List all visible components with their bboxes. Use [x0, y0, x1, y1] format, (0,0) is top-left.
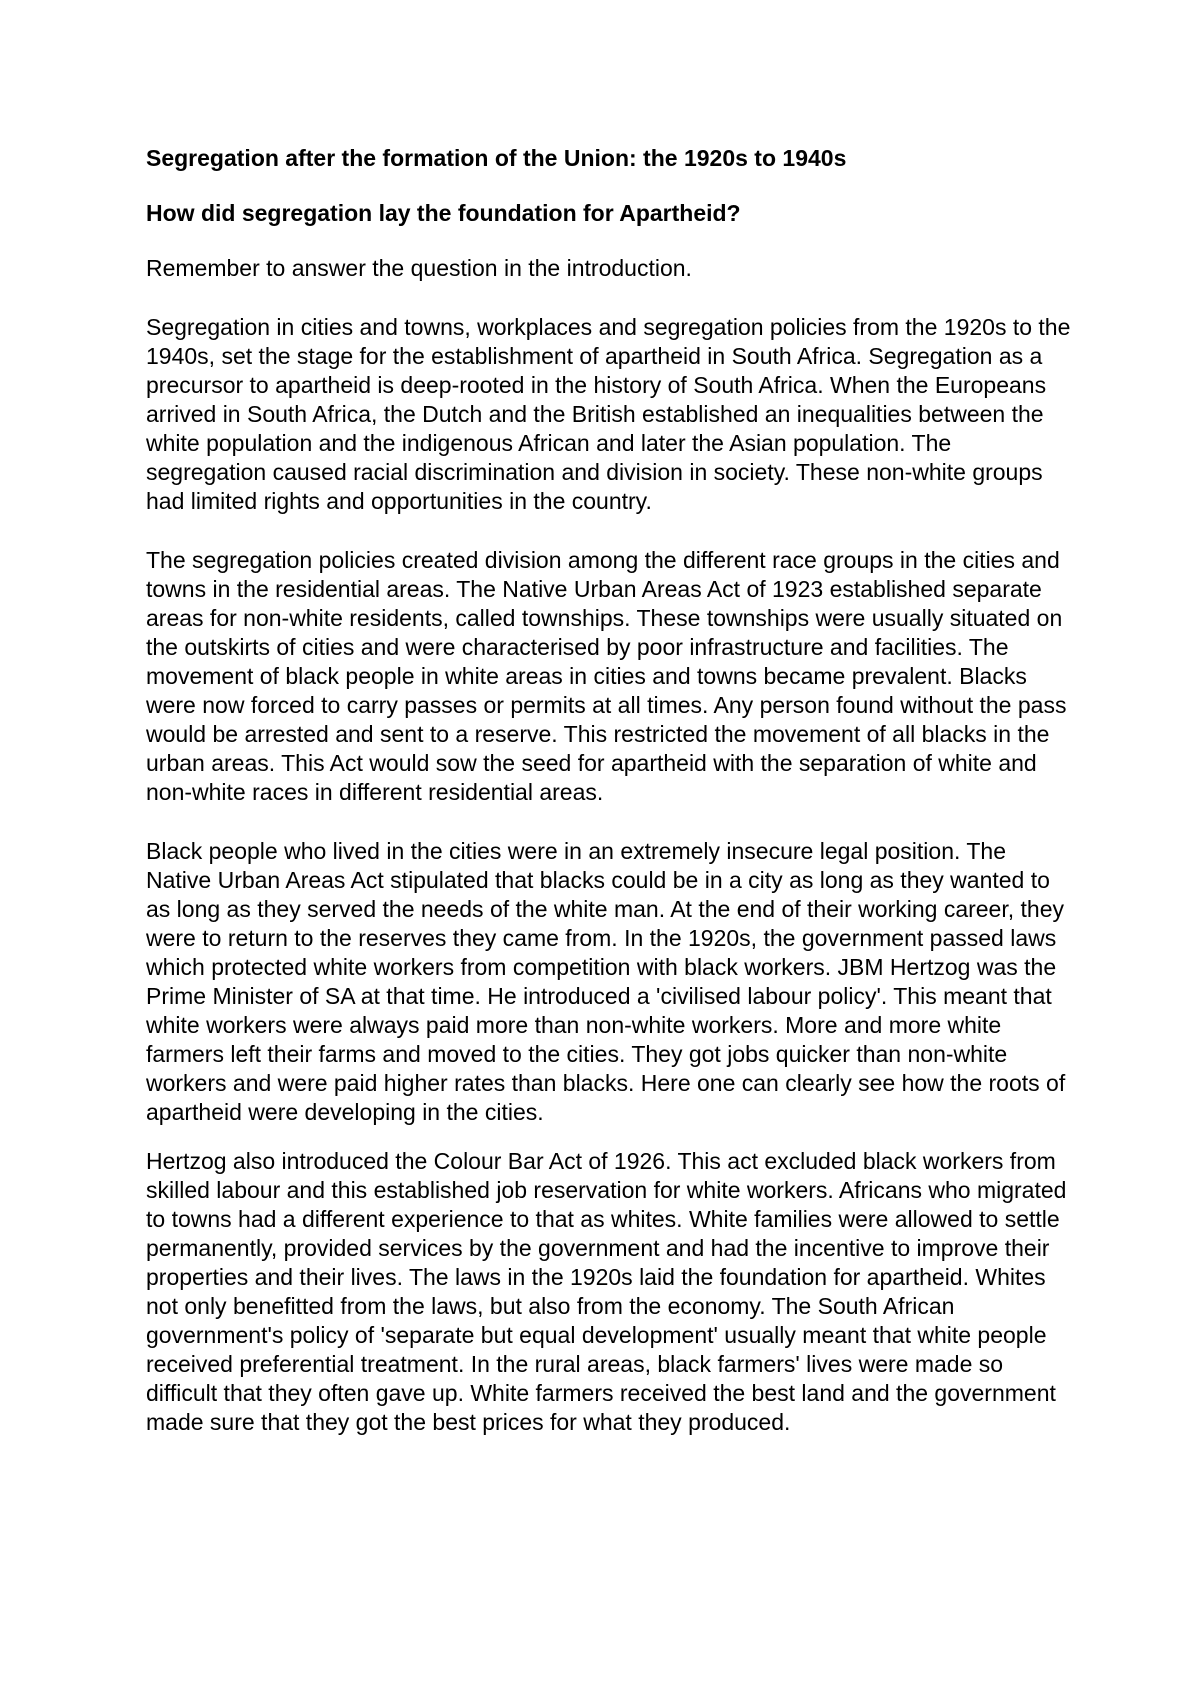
document-body: [146, 144, 1076, 1467]
paragraph-colour-bar-act: Hertzog also introduced the Colour Bar Act of 1926. This act excluded black workers from skilled labour and this established job reservation for white workers. Africans who migrated to towns had a different experience to that as whites. White families were allowed to settle permanently, provided services by the government and had the incentive to improve their properties and their lives. The laws in the 1920s laid the foundation for apartheid. Whites not only benefitted from the laws, but also from the economy. The South African government's policy of 'separate but equal development' usually meant that white people received preferential treatment. In the rural areas, black farmers' lives were made so difficult that they often gave up. White farmers received the best land and the government made sure that they got the best prices for what they produced.: [146, 1148, 1067, 1435]
document-title: Segregation after the formation of the Union: the 1920s to 1940s: [146, 145, 847, 171]
instruction-text: Remember to answer the question in the introduction.: [146, 255, 692, 281]
paragraph-urban-labour: Black people who lived in the cities were in an extremely insecure legal position. The Native Urban Areas Act stipulated that blacks could be in a city as long as they wanted to as long as they served the needs of the white man. At the end of their working career, they were to return to the reserves they came from. In the 1920s, the government passed laws which protected white workers from competition with black workers. JBM Hertzog was the Prime Minister of SA at that time. He introduced a 'civilised labour policy'. This meant that white workers were always paid more than non-white workers. More and more white farmers left their farms and moved to the cities. They got jobs quicker than non-white workers and were paid higher rates than blacks. Here one can clearly see how the roots of apartheid were developing in the cities.: [146, 838, 1066, 1125]
document-question: How did segregation lay the foundation for Apartheid?: [146, 200, 741, 226]
paragraph-introduction: Segregation in cities and towns, workplaces and segregation policies from the 1920s to the 1940s, set the stage for the establishment of apartheid in South Africa. Segregation as a precursor to apartheid is deep-rooted in the history of South Africa. When the Europeans arrived in South Africa, the Dutch and the British established an inequalities between the white population and the indigenous African and later the Asian population. The segregation caused racial discrimination and division in society. These non-white groups had limited rights and opportunities in the country.: [146, 314, 1071, 514]
paragraph-residential-segregation: The segregation policies created division among the different race groups in the cities and towns in the residential areas. The Native Urban Areas Act of 1923 established separate areas for non-white residents, called townships. These townships were usually situated on the outskirts of cities and were characterised by poor infrastructure and facilities. The movement of black people in white areas in cities and towns became prevalent. Blacks were now forced to carry passes or permits at all times. Any person found without the pass would be arrested and sent to a reserve. This restricted the movement of all blacks in the urban areas. This Act would sow the seed for apartheid with the separation of white and non-white races in different residential areas.: [146, 547, 1067, 805]
